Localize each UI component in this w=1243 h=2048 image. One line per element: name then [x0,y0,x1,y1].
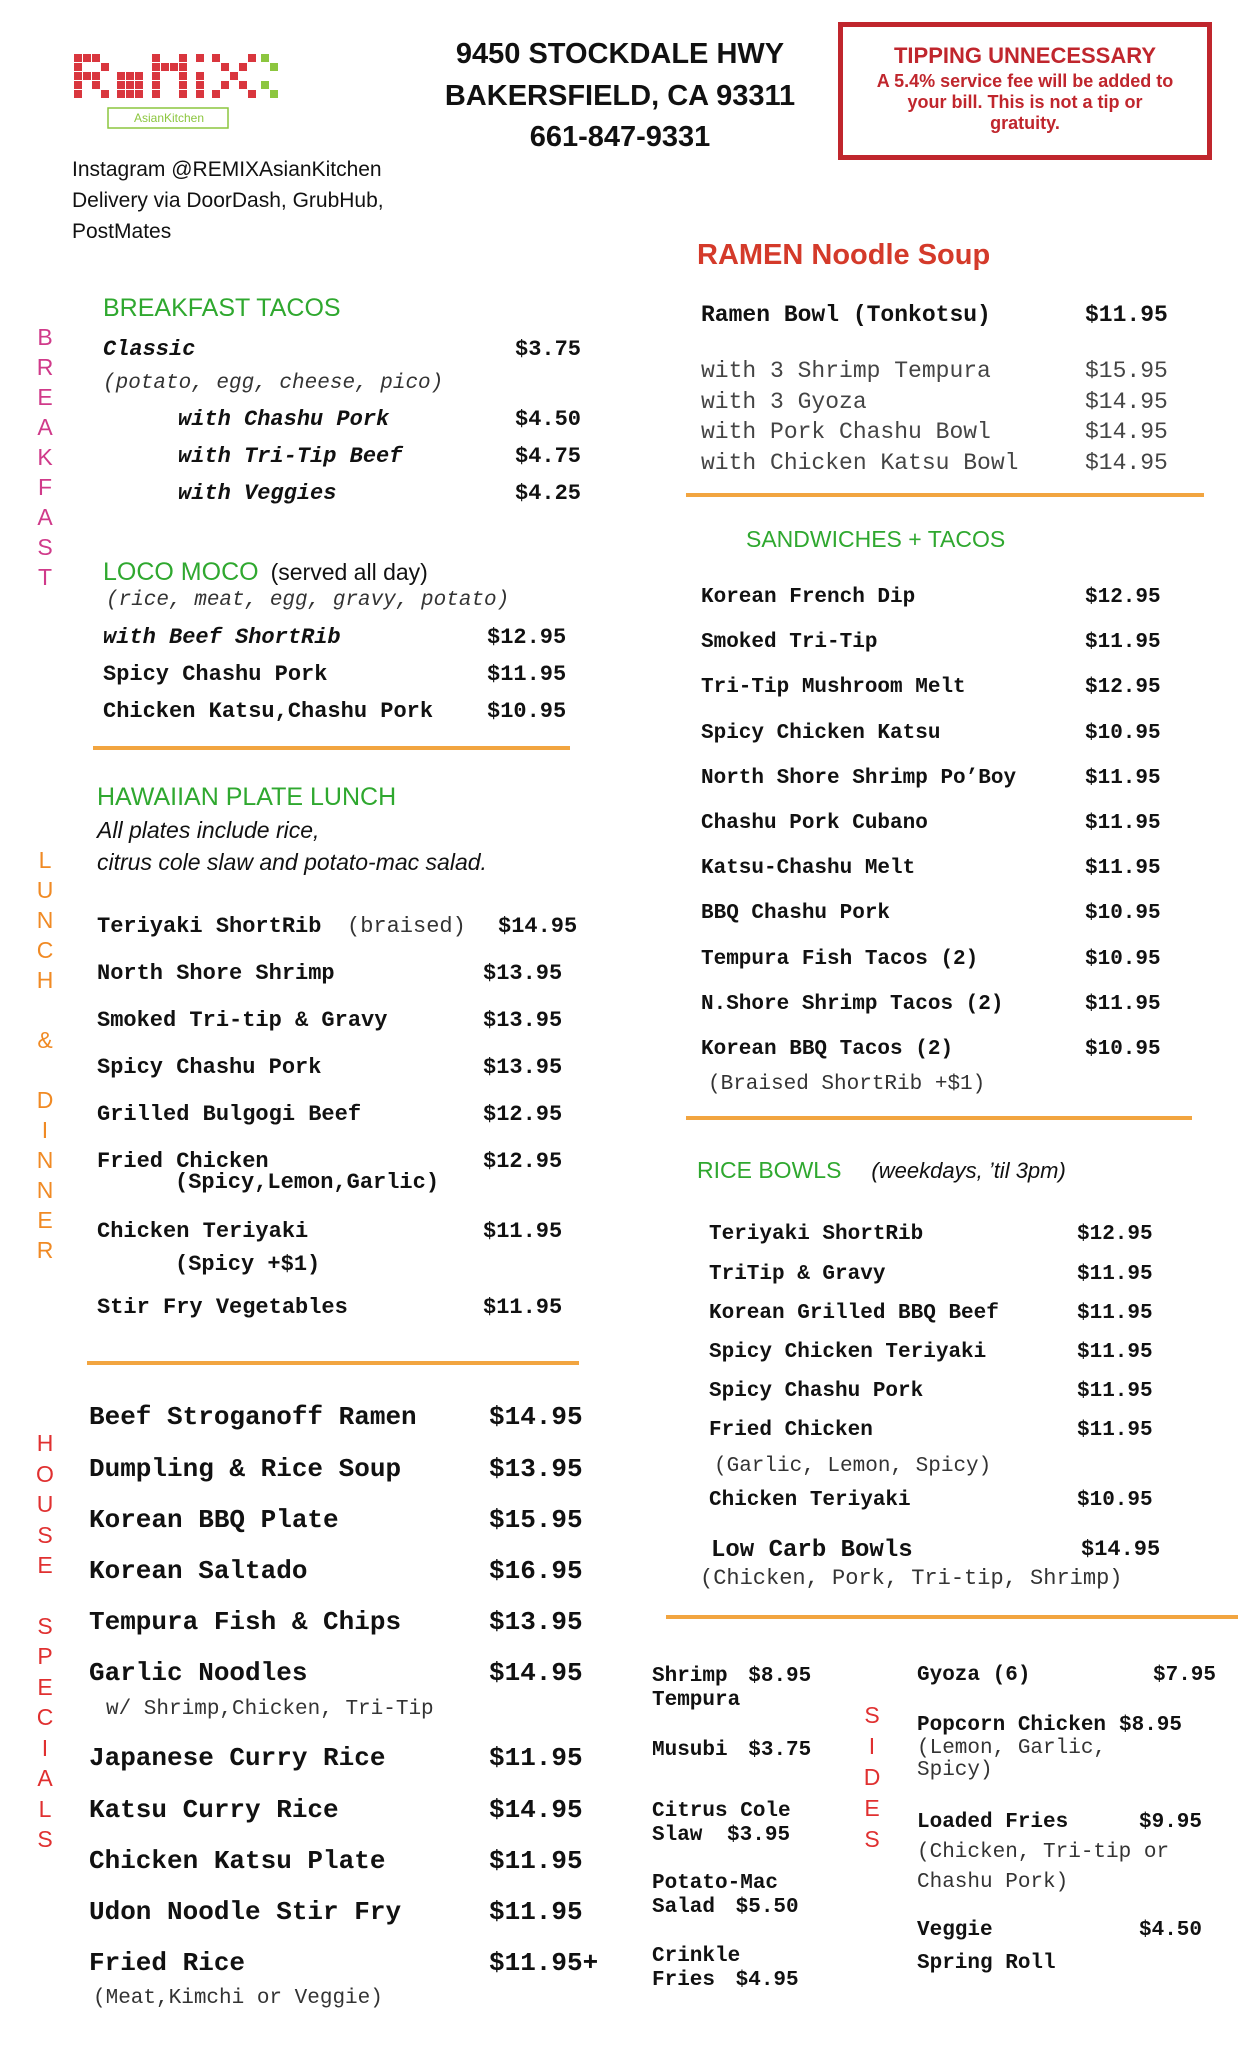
item-name: with Chashu Pork [178,407,390,432]
item-name: with Beef ShortRib [103,625,341,650]
item-price: $10.95 [1085,1038,1161,1061]
label-letter: K [37,444,53,470]
item-price: $16.95 [489,1556,583,1586]
section-divider [87,1361,579,1365]
label-letter: F [37,474,53,500]
label-letter: E [37,384,53,410]
item-name: Tempura Fish Tacos (2) [701,947,979,971]
label-letter: U [36,1491,54,1517]
item-name: North Shore Shrimp Po’Boy [701,766,1017,790]
side-price: $8.95 [1119,1714,1183,1737]
phone-number: 661-847-9331 [529,121,711,153]
item-name: Korean BBQ Plate [89,1505,339,1535]
house-specials-side-label [30,1428,60,1855]
item-name: with 3 Shrimp Tempura [701,358,991,384]
item-price: $14.95 [489,1402,583,1432]
item-name: Stir Fry Vegetables [97,1295,348,1320]
item-price: $11.95 [1077,1302,1153,1325]
item-price: $11.95 [1077,1341,1153,1364]
item-name: Spicy Chashu Pork [709,1380,924,1403]
item-price: $4.25 [515,481,582,506]
label-letter: S [37,1612,53,1639]
item-name: Chicken Katsu,Chashu Pork [103,699,434,724]
item-name: with Veggies [178,481,337,506]
side-price: $7.95 [1153,1664,1217,1687]
item-price: $11.95 [1077,1419,1153,1442]
side-sub: (Lemon, Garlic, [917,1737,1107,1760]
item-subtext: (Meat,Kimchi or Veggie) [93,1987,383,2010]
rice-bowls-note: (weekdays, ’til 3pm) [871,1158,1066,1183]
label-letter: L [38,1795,52,1822]
side-name-line2: Fries [652,1969,716,1992]
item-name: BBQ Chashu Pork [701,902,891,926]
item-price: $11.95 [1077,1380,1153,1403]
logo-subtitle: AsianKitchen [133,111,205,125]
side-citrus-slaw [652,1800,791,1848]
label-letter: H [36,967,54,993]
item-price: $11.95 [489,1846,583,1876]
item-price: $11.95 [1077,1263,1153,1286]
ramen-heading: RAMEN Noodle Soup [697,239,991,271]
item-price: $10.95 [1085,902,1161,926]
label-letter: L [38,847,52,873]
side-name: Veggie [917,1919,993,1942]
side-price: $3.75 [748,1739,812,1762]
item-name: Grilled Bulgogi Beef [97,1102,362,1127]
item-name: Fried Chicken [97,1149,269,1174]
item-price: $14.95 [1085,419,1168,445]
lunch-dinner-side-label [30,845,60,1265]
side-crinkle-fries [652,1945,799,1993]
label-letter: T [37,564,53,590]
label-letter: A [37,1765,53,1791]
label-letter: N [36,1147,54,1173]
item-name: Japanese Curry Rice [89,1743,386,1773]
delivery-line-2: PostMates [72,220,172,243]
section-divider [686,1116,1192,1120]
label-letter: E [37,1207,53,1233]
item-name: Chicken Teriyaki [97,1219,309,1244]
label-letter: O [36,1460,54,1487]
label-letter: B [37,324,53,350]
side-name-line2: Salad [652,1896,716,1919]
label-letter: R [36,1237,54,1263]
item-description: (rice, meat, egg, gravy, potato) [106,589,510,612]
item-price: $12.95 [1085,676,1161,700]
item-subtext: (Spicy,Lemon,Garlic) [175,1170,440,1195]
side-name-line2: Spring Roll [917,1952,1056,1975]
label-letter: C [36,1704,54,1730]
item-subtext: (Garlic, Lemon, Spicy) [714,1455,992,1478]
item-price: $12.95 [487,625,567,650]
item-price: $15.95 [1085,358,1168,384]
side-price: $3.95 [727,1824,791,1847]
tipping-notice [838,22,1212,160]
section-divider [93,746,570,750]
label-letter: S [864,1826,880,1852]
item-price: $11.95 [487,662,567,687]
hawaiian-desc-2: citrus cole slaw and potato-mac salad. [97,849,487,875]
label-letter: A [37,414,53,440]
item-price: $11.95 [1085,302,1168,328]
label-letter: C [36,937,54,963]
item-name: Fried Rice [89,1948,246,1978]
side-price: $5.50 [735,1896,799,1919]
breakfast-tacos-heading: BREAKFAST TACOS [103,294,341,322]
logo [72,50,282,136]
item-name: Chashu Pork Cubano [701,812,928,835]
side-name: Citrus Cole [652,1800,791,1823]
item-name: TriTip & Gravy [709,1263,886,1286]
item-name: Ramen Bowl (Tonkotsu) [701,302,991,328]
label-letter: P [37,1643,53,1669]
item-name: Smoked Tri-Tip [701,631,878,655]
item-name: Korean Grilled BBQ Beef [709,1302,999,1325]
item-name: Korean BBQ Tacos (2) [701,1038,954,1061]
side-name: Musubi [652,1739,728,1762]
item-price: $4.50 [515,407,582,432]
label-letter: D [863,1764,881,1790]
item-price: $11.95+ [489,1948,599,1978]
item-name: North Shore Shrimp [97,961,335,986]
item-subtext: w/ Shrimp,Chicken, Tri-Tip [106,1698,434,1721]
label-letter: & [37,1027,53,1053]
item-price: $12.95 [1085,586,1161,609]
item-price: $12.95 [1077,1223,1153,1246]
loco-moco-note: (served all day) [270,559,428,585]
notice-line-1: A 5.4% service fee will be added to [876,71,1174,91]
side-name: Gyoza (6) [917,1664,1031,1687]
item-price: $10.95 [1077,1489,1153,1512]
item-name: Classic [103,337,196,362]
rice-bowls-heading [697,1157,1066,1184]
item-name: Chicken Teriyaki [709,1489,911,1512]
item-name: Tri-Tip Mushroom Melt [701,676,966,700]
item-price: $12.95 [483,1149,563,1174]
item-name: Spicy Chicken Katsu [701,721,941,745]
label-letter: I [41,1117,49,1143]
item-price: $10.95 [1085,721,1161,745]
label-letter: U [36,877,54,903]
item-name: Udon Noodle Stir Fry [89,1897,402,1927]
label-letter: D [36,1087,54,1113]
label-letter: E [37,1552,53,1578]
side-price: $8.95 [748,1665,812,1688]
item-name: Spicy Chicken Teriyaki [709,1341,987,1364]
label-letter: N [36,907,54,933]
item-price: $14.95 [1085,388,1168,415]
item-extra: (braised) [347,914,466,939]
side-price: $4.50 [1139,1919,1203,1942]
side-musubi [652,1739,811,1763]
label-letter: E [37,1673,53,1700]
item-name: Chicken Katsu Plate [89,1846,386,1876]
item-price: $14.95 [1081,1537,1161,1562]
label-letter: E [864,1795,880,1821]
side-name: Crinkle [652,1945,741,1968]
item-name: Low Carb Bowls [711,1537,913,1564]
item-price: $15.95 [489,1505,583,1535]
side-sub: (Chicken, Tri-tip or [917,1841,1170,1864]
item-price: $4.75 [515,444,582,469]
hawaiian-desc-1: All plates include rice, [97,817,320,843]
item-name: Katsu Curry Rice [89,1795,339,1825]
notice-line-2: your bill. This is not a tip or [907,92,1143,112]
item-name: Tempura Fish & Chips [89,1607,402,1637]
item-price: $14.95 [1085,449,1168,476]
item-price: $13.95 [483,1055,563,1080]
item-name: Spicy Chashu Pork [103,662,328,687]
side-name-line2: Slaw [652,1824,703,1847]
item-price: $13.95 [483,1008,563,1033]
side-price: $9.95 [1139,1811,1203,1834]
item-name: with 3 Gyoza [701,388,867,415]
breakfast-side-label [30,322,60,592]
item-price: $14.95 [489,1795,583,1825]
item-name: Korean French Dip [701,586,916,609]
instagram-handle: Instagram @REMIXAsianKitchen [72,158,382,181]
loco-moco-heading [103,558,428,587]
label-letter: S [37,1826,53,1852]
item-price: $13.95 [489,1607,583,1637]
section-divider [686,493,1204,497]
address-street: 9450 STOCKDALE HWY [455,38,785,70]
item-name: Spicy Chashu Pork [97,1055,322,1080]
item-name: Dumpling & Rice Soup [89,1454,402,1484]
side-name: Shrimp [652,1665,728,1688]
item-name: N.Shore Shrimp Tacos (2) [701,992,1004,1016]
side-gyoza [917,1664,1232,1687]
item-name: Korean Saltado [89,1556,308,1586]
item-price: $13.95 [489,1454,583,1484]
item-name: Garlic Noodles [89,1658,308,1688]
item-name: with Pork Chashu Bowl [701,419,991,445]
item-price: $11.95 [489,1743,583,1773]
item-price: $11.95 [1085,857,1161,881]
side-sub: Spicy) [917,1759,993,1782]
sandwiches-heading: SANDWICHES + TACOS [746,526,1006,552]
label-letter: A [37,504,53,530]
item-price: $11.95 [483,1219,563,1244]
item-subtext: (Spicy +$1) [175,1252,321,1277]
item-name: Teriyaki ShortRib [97,914,322,939]
section-divider [666,1615,1238,1619]
side-popcorn-chicken [917,1714,1232,1737]
label-letter: S [864,1702,880,1728]
loco-moco-title: LOCO MOCO [103,558,259,586]
item-name: Katsu-Chashu Melt [701,857,916,881]
item-name: Teriyaki ShortRib [709,1223,924,1246]
side-sub: Chashu Pork) [917,1871,1069,1894]
sides-side-label [857,1700,887,1855]
item-name: Smoked Tri-tip & Gravy [97,1008,388,1033]
notice-title: TIPPING UNNECESSARY [893,43,1156,68]
side-price: $4.95 [735,1969,799,1992]
item-price: $13.95 [483,961,563,986]
label-letter: N [36,1177,54,1203]
item-description: (potato, egg, cheese, pico) [103,372,444,395]
side-name: Potato-Mac [652,1872,779,1895]
label-letter [30,995,60,1025]
rice-bowls-title: RICE BOWLS [697,1157,842,1183]
delivery-line-1: Delivery via DoorDash, GrubHub, [72,189,384,212]
item-price: $14.95 [498,914,578,939]
notice-line-3: gratuity. [990,113,1060,133]
item-price: $11.95 [1085,631,1161,655]
item-price: $11.95 [1085,812,1161,835]
item-subtext: (Chicken, Pork, Tri-tip, Shrimp) [700,1566,1123,1591]
address-city: BAKERSFIELD, CA 93311 [444,80,796,112]
label-letter: I [868,1733,876,1759]
side-veggie-spring-roll [917,1914,1232,1980]
item-price: $11.95 [1085,766,1161,790]
side-loaded-fries [917,1811,1232,1834]
side-name: Popcorn Chicken [917,1714,1107,1737]
item-name: with Tri-Tip Beef [178,444,403,469]
label-letter [30,1055,60,1085]
item-note: (Braised ShortRib +$1) [708,1073,986,1096]
hawaiian-heading: HAWAIIAN PLATE LUNCH [97,783,397,811]
side-potato-mac [652,1872,799,1920]
label-letter: H [36,1430,54,1456]
side-name-line2: Tempura [652,1689,741,1712]
label-letter: S [37,1521,53,1548]
item-name: Fried Chicken [709,1419,873,1442]
label-letter [30,1581,60,1611]
side-shrimp-tempura [652,1665,811,1713]
side-name: Loaded Fries [917,1811,1069,1834]
item-price: $14.95 [489,1658,583,1688]
item-price: $11.95 [483,1295,563,1320]
item-name: with Chicken Katsu Bowl [701,449,1019,476]
item-price: $11.95 [1085,992,1161,1016]
label-letter: R [36,354,54,380]
item-name: Beef Stroganoff Ramen [89,1402,417,1432]
item-price: $12.95 [483,1102,563,1127]
item-price: $10.95 [487,699,567,724]
item-price: $3.75 [515,337,582,362]
item-price: $11.95 [489,1897,583,1927]
item-price: $10.95 [1085,947,1161,971]
label-letter: I [41,1734,49,1761]
label-letter: S [37,534,53,560]
